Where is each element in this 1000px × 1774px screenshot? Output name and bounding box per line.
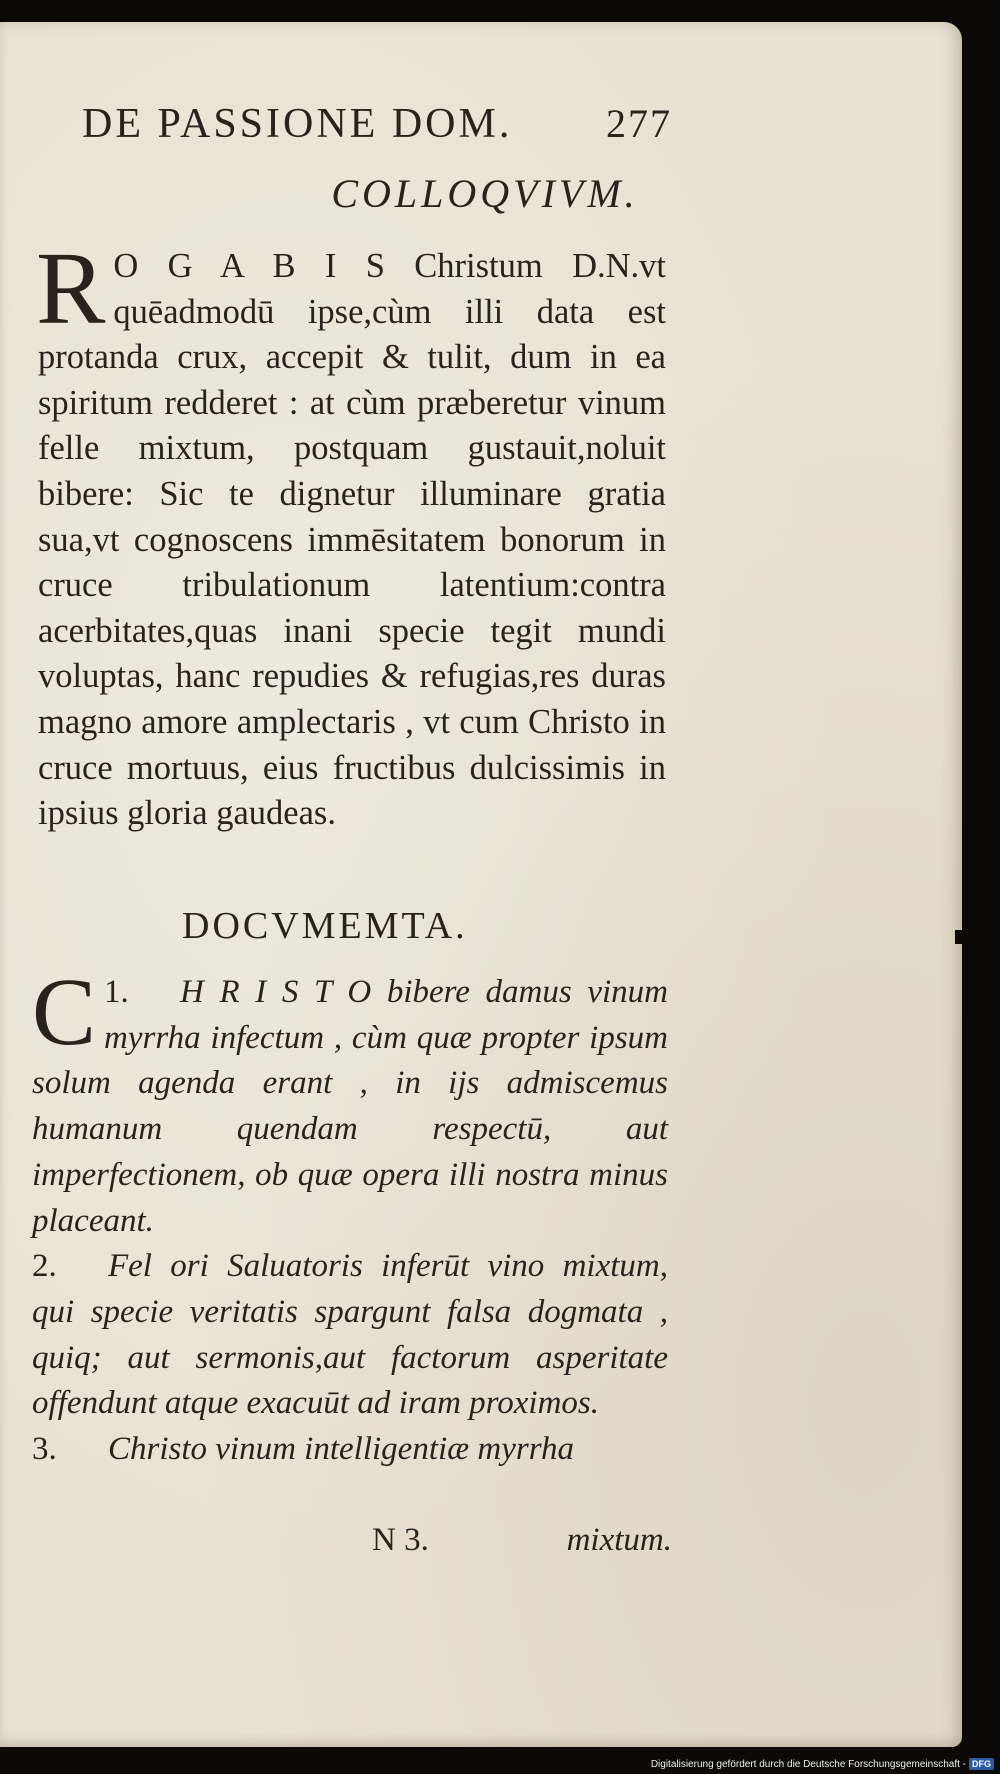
running-head xyxy=(82,100,672,148)
documenta-item-text: Christo vinum intelligentiæ myrrha xyxy=(108,1431,574,1468)
documenta-item xyxy=(32,958,668,1244)
documenta-item-number: 2. xyxy=(32,1248,57,1285)
documenta-heading: DOCVMEMTA. xyxy=(182,905,468,947)
documenta-list xyxy=(32,958,668,1473)
digitization-credit xyxy=(651,1758,994,1770)
documenta-item-text: H R I S T O bibere damus vinum myrrha infectum , cùm quæ propter ipsum solum agenda erant , in ijs admiscemus humanum quendam respectū, aut imperfectionem, ob quæ opera illi nostra minus placeant. xyxy=(32,974,668,1239)
colloquium-paragraph xyxy=(36,231,666,837)
documenta-drop-cap: C xyxy=(32,958,97,1065)
documenta-item xyxy=(32,1427,668,1473)
colloquium-drop-cap: R xyxy=(36,231,106,346)
colloquium-heading: COLLOQVIVM. xyxy=(331,171,639,216)
catchword: mixtum. xyxy=(566,1522,672,1558)
documenta-item-text: Fel ori Saluatoris inferūt vino mixtum, qui specie veritatis spargunt falsa dogmata , quiq; aut sermonis,aut factorum asperitate offendunt atque exacuūt ad iram proximos. xyxy=(32,1248,668,1422)
page-edge-notch xyxy=(955,930,967,944)
documenta-item-number: 1. xyxy=(104,974,129,1010)
page-footer xyxy=(372,1522,672,1559)
documenta-item-number: 3. xyxy=(32,1431,57,1468)
book-page xyxy=(0,22,962,1747)
documenta-item xyxy=(32,1244,668,1427)
signature-mark: N 3. xyxy=(372,1522,429,1558)
dfg-logo-icon: DFG xyxy=(969,1758,994,1770)
running-head-title: DE PASSIONE DOM. xyxy=(82,101,513,147)
colloquium-text: O G A B I S Christum D.N.vt quēadmodū ipse,cùm illi data est protanda crux, accepit & tulit, dum in ea spiritum redderet : at cùm præberetur vinum felle mixtum, postquam gustauit,noluit bibere: Sic te dignetur illuminare gratia sua,vt cognoscens immēsitatem bonorum in cruce tribulationum latentium:contra acerbitates,quas inani specie tegit mundi voluptas, hanc repudies & refugias,res duras magno amore amplectaris , vt cum Christo in cruce mortuus, eius fructibus dulcissimis in ipsius gloria gaudeas. xyxy=(38,247,666,833)
page-number: 277 xyxy=(606,101,672,146)
credit-text: Digitalisierung gefördert durch die Deutsche Forschungsgemeinschaft - xyxy=(650,1758,966,1770)
